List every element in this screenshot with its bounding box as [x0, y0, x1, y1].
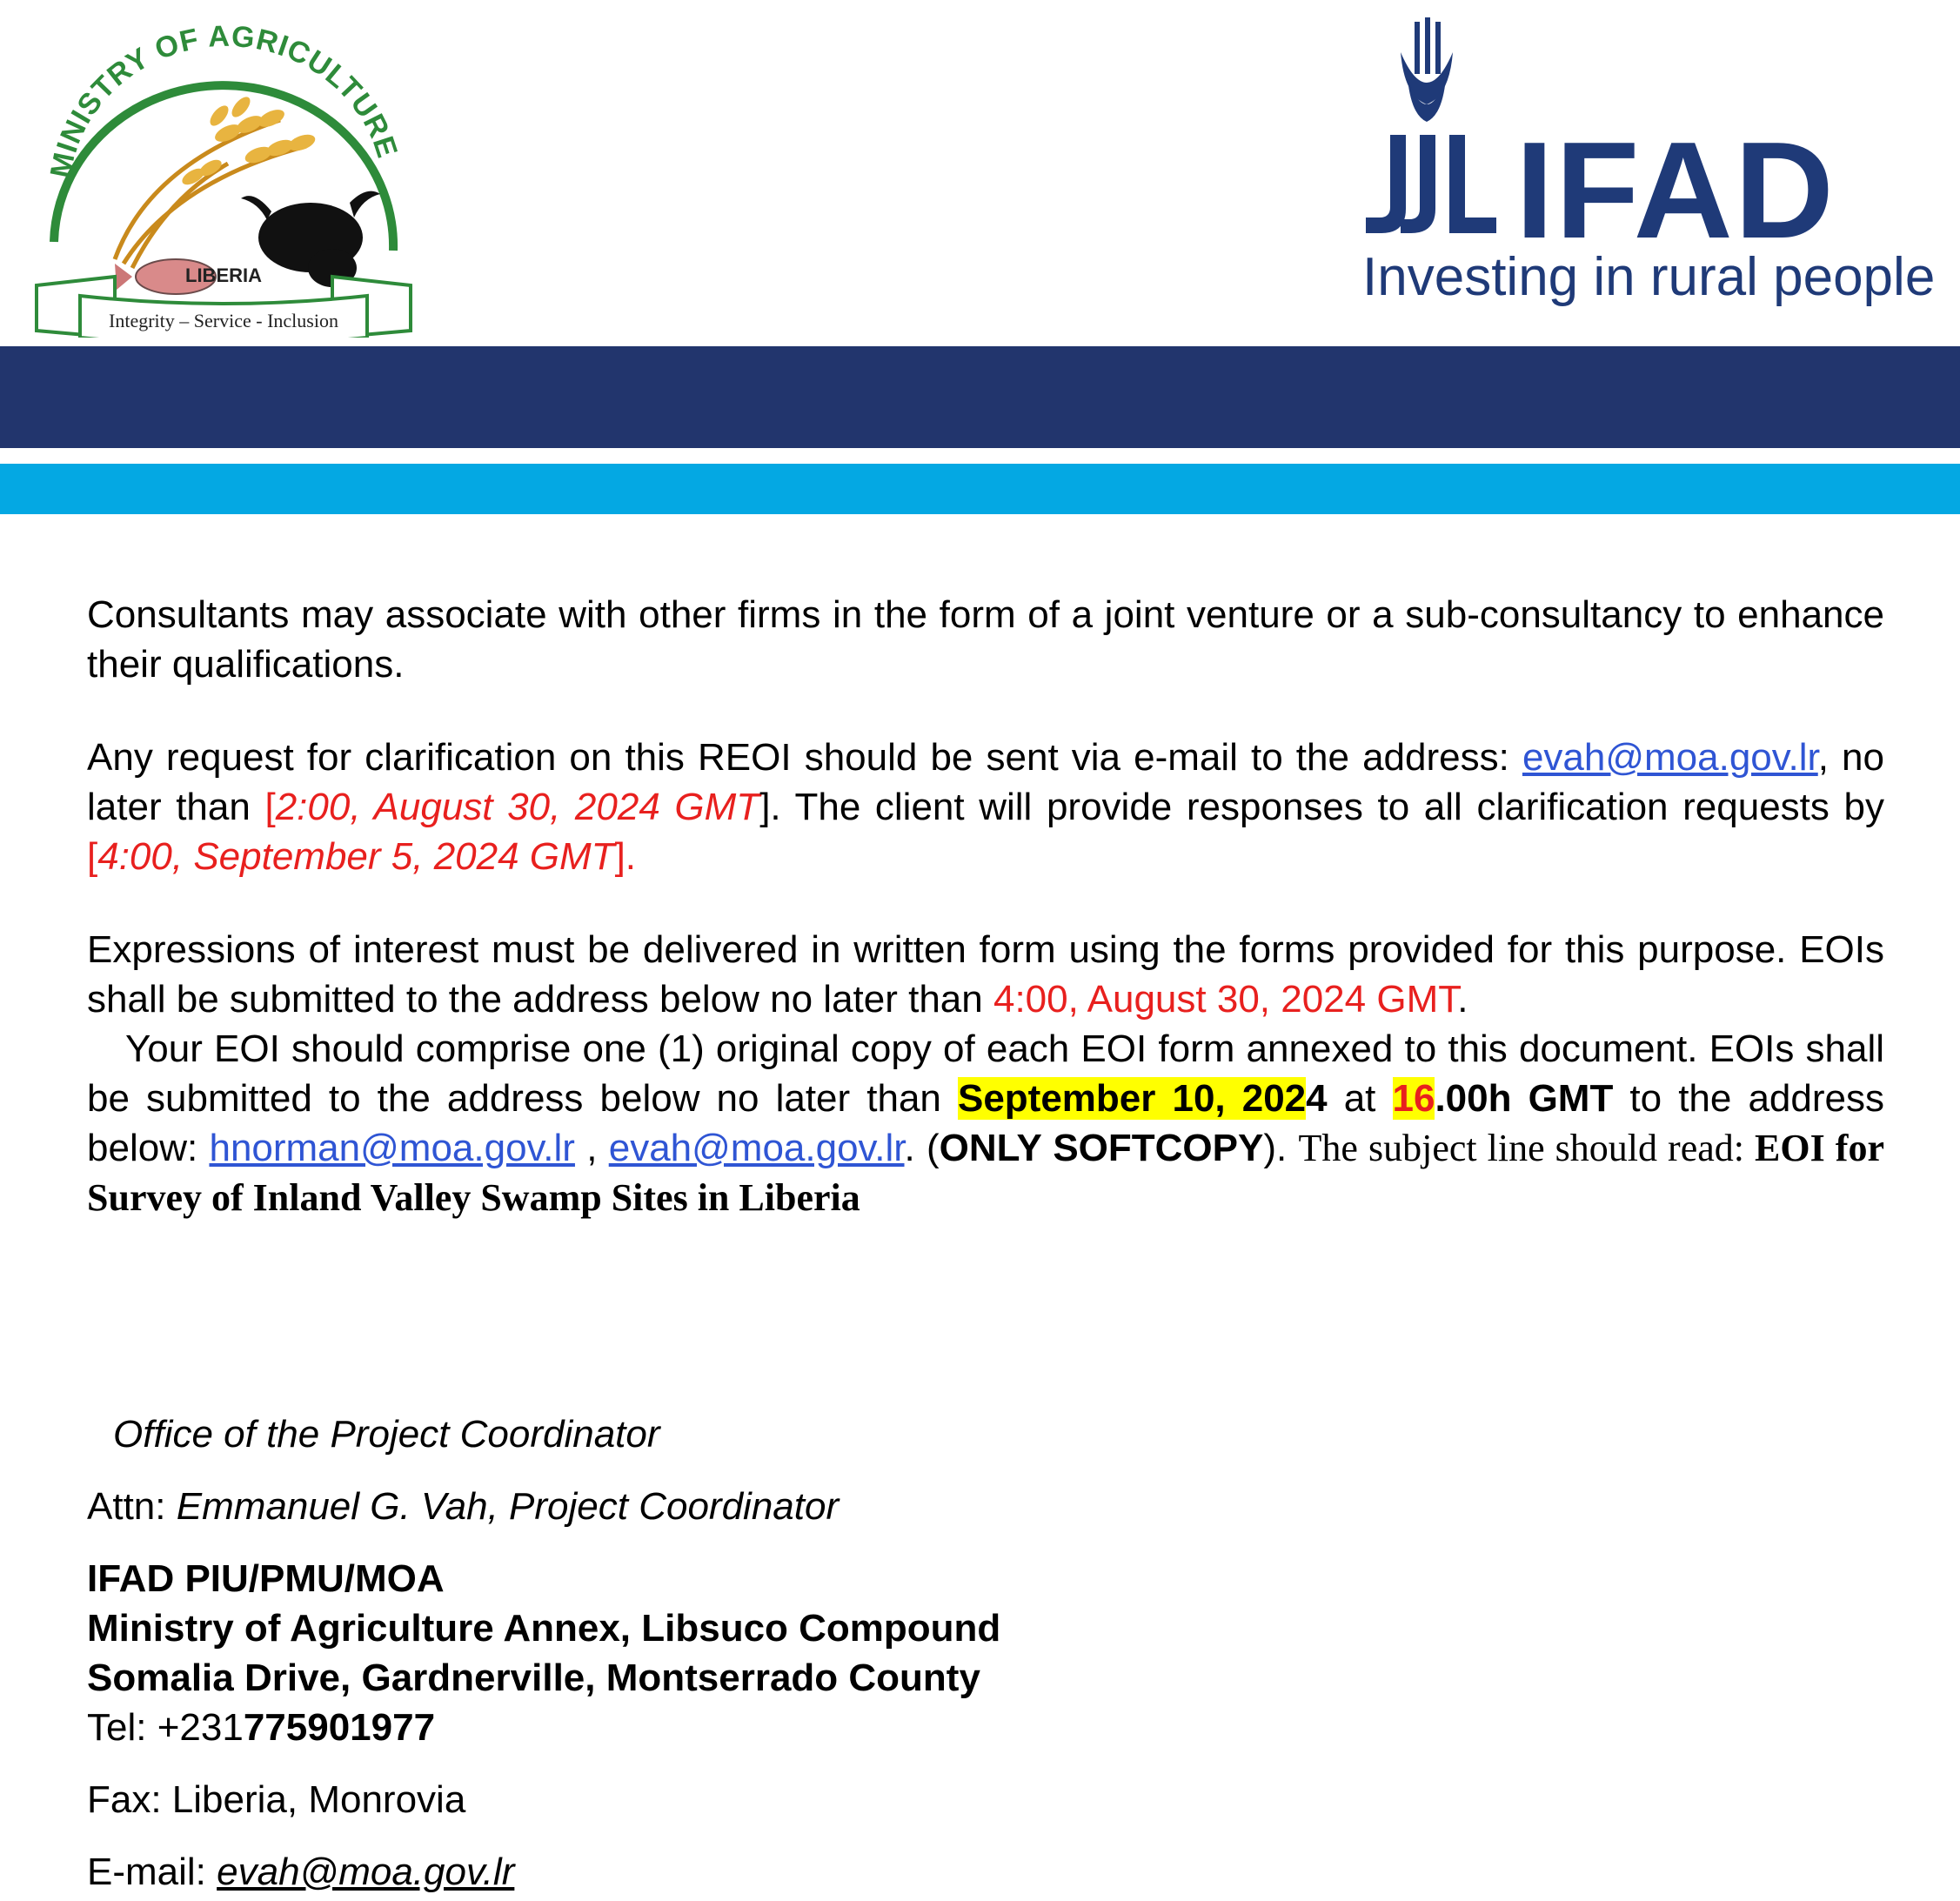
paragraph-joint-venture: Consultants may associate with other firms in the form of a joint venture or a sub-consultancy to enhance their qualifications. — [87, 593, 1884, 686]
address-line-1: IFAD PIU/PMU/MOA — [87, 1557, 445, 1600]
attention-line: Attn: Emmanuel G. Vah, Project Coordinator — [87, 1485, 840, 1528]
paragraph-clarification: Any request for clarification on this REOI should be sent via e-mail to the address: evah@moa.gov.lr, no later than [2:00, August 30, 2024 GMT]. The client will provide responses to all clarification requests by [4:00, September 5, 2024 GMT]. — [87, 736, 1885, 878]
address-line-2: Ministry of Agriculture Annex, Libsuco Compound — [87, 1607, 1001, 1650]
softcopy-note: ONLY SOFTCOPY — [939, 1127, 1264, 1169]
telephone-line: Tel: +231775901977 — [87, 1706, 436, 1749]
header-band-light — [0, 464, 1960, 514]
subject-line: EOI for Survey of Inland Valley Swamp Sites in Liberia — [87, 1127, 1884, 1219]
address-block — [87, 1409, 1827, 1897]
svg-text:Integrity – Service - Inclusio: Integrity – Service - Inclusion — [109, 310, 338, 331]
moa-seal-graphic — [19, 24, 428, 338]
submission-time-highlight: 16 — [1392, 1077, 1435, 1120]
email-line: E-mail: evah@moa.gov.lr — [87, 1851, 515, 1893]
svg-text:LIBERIA: LIBERIA — [185, 264, 262, 286]
address-email-link[interactable]: evah@moa.gov.lr — [217, 1851, 515, 1893]
office-title: Office of the Project Coordinator — [113, 1413, 660, 1456]
fax-line: Fax: Liberia, Monrovia — [87, 1778, 466, 1821]
submission-date-highlight: September 10, 202 — [957, 1077, 1307, 1120]
paragraph-submission: Expressions of interest must be delivered in written form using the forms provided for this purpose. EOIs shall be submitted to the address below no later than 4:00, August 30, 2024 GMT. Your EOI should comprise one (1) original copy of each EOI form annexed to this document. EOIs shall be submitted to the address below no later than September 10, 2024 at 16.00h GMT to the address below: hnorman@moa.gov.lr , evah@moa.gov.lr. (ONLY SOFTCOPY). The subject line should read: EOI for Survey of Inland Valley Swamp Sites in Liberia — [87, 928, 1884, 1219]
response-deadline: 4:00, September 5, 2024 GMT — [97, 835, 615, 878]
submission-deadline-1: 4:00, August 30, 2024 GMT — [993, 978, 1458, 1021]
evah-email-link[interactable]: evah@moa.gov.lr — [608, 1127, 905, 1169]
header-band-dark — [0, 346, 1960, 448]
ifad-tagline: Investing in rural people — [1362, 247, 1936, 307]
hnorman-email-link[interactable]: hnorman@moa.gov.lr — [209, 1127, 575, 1169]
main-content — [87, 590, 1884, 1222]
address-line-3: Somalia Drive, Gardnerville, Montserrado County — [87, 1657, 980, 1699]
clarification-email-link[interactable]: evah@moa.gov.lr — [1522, 736, 1818, 779]
clarification-deadline: 2:00, August 30, 2024 GMT — [275, 786, 760, 828]
ministry-of-agriculture-logo — [19, 24, 428, 338]
svg-text:MINISTRY OF AGRICULTURE: MINISTRY OF AGRICULTURE — [43, 24, 405, 181]
ifad-wordmark: IFAD — [1515, 114, 1836, 267]
ifad-logo — [1357, 17, 1957, 313]
